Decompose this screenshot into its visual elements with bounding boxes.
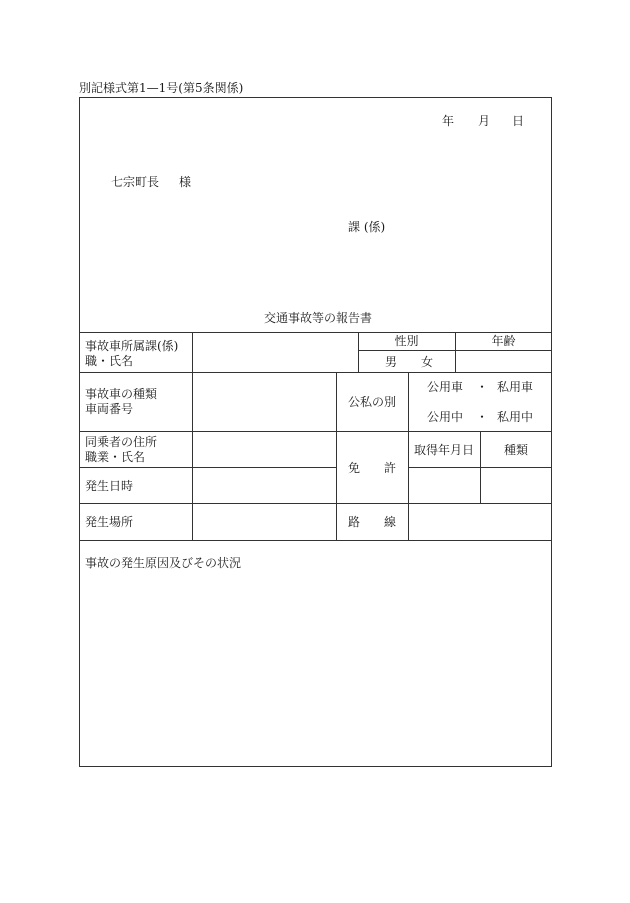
dot-car: ・ (476, 380, 489, 394)
col-mid-right (408, 372, 409, 540)
rule-table-top (79, 332, 552, 333)
occurrence-datetime-label: 発生日時 (85, 479, 134, 493)
private-car: 私用車 (497, 380, 534, 394)
cause-label: 事故の発生原因及びその状況 (85, 556, 242, 570)
col-label-divider (192, 332, 193, 540)
license-label-b: 許 (384, 461, 397, 475)
public-private-label: 公私の別 (347, 395, 396, 409)
col-license-type (480, 431, 481, 503)
rule-row4-top-left (79, 467, 336, 468)
report-title: 交通事故等の報告書 (264, 311, 373, 325)
form-frame (79, 97, 552, 767)
dot-use: ・ (476, 410, 489, 424)
row3-label-line1: 同乗者の住所 (85, 435, 158, 449)
rule-row3-top (79, 431, 552, 432)
row2-label-line1: 事故車の種類 (85, 387, 158, 401)
private-use: 私用中 (497, 410, 534, 424)
date-month: 月 (478, 114, 491, 128)
gender-male: 男 (385, 355, 398, 369)
section-label: 課 (係) (348, 220, 386, 234)
row3-label-line2: 職業・氏名 (85, 450, 146, 464)
form-number: 別記様式第1—1号(第5条関係) (79, 81, 244, 95)
gender-label: 性別 (394, 334, 419, 348)
route-label-a: 路 (348, 515, 361, 529)
public-car: 公用車 (427, 380, 464, 394)
public-use: 公用中 (427, 410, 464, 424)
acquired-date-label: 取得年月日 (413, 443, 474, 457)
addressee: 七宗町長 (111, 175, 160, 189)
route-label-b: 線 (384, 515, 397, 529)
occurrence-place-label: 発生場所 (85, 515, 134, 529)
license-label-a: 免 (348, 461, 361, 475)
license-type-label: 種類 (503, 443, 528, 457)
age-label: 年齢 (491, 334, 516, 348)
gender-female: 女 (421, 355, 434, 369)
rule-row2-top (79, 372, 552, 373)
row1-label-line2: 職・氏名 (85, 354, 134, 368)
addressee-honorific: 様 (179, 175, 192, 189)
date-year: 年 (442, 114, 455, 128)
rule-row5-top (79, 503, 552, 504)
row1-label-line1: 事故車所属課(係) (85, 339, 179, 353)
row2-label-line2: 車両番号 (85, 402, 134, 416)
date-day: 日 (512, 114, 525, 128)
rule-cause-top (79, 540, 552, 541)
